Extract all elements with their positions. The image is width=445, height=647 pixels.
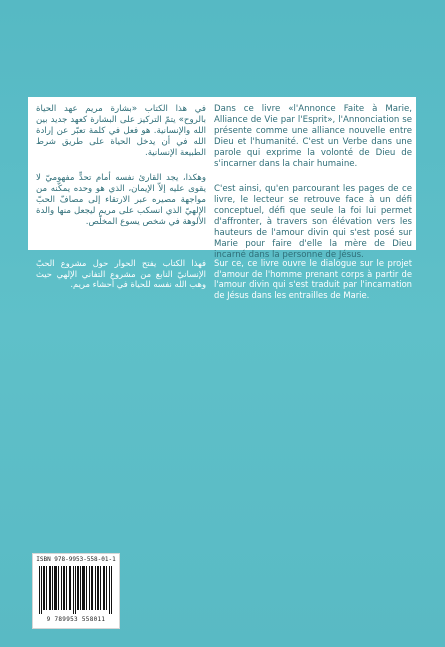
arabic-text-block-1 <box>36 104 206 228</box>
arabic-paragraph-1: في هذا الكتاب «بشارة مريم عهد الحياة بالروح» يتمّ التركيز على البشارة كعهد جديد بين الله والإنسانية. هو فعل في كلمة تعبّر عن إرادة الله في أن يدخل الحياة على طريق شرط الطبيعة الإنسانية. <box>36 104 206 158</box>
french-paragraph-2: C'est ainsi, qu'en parcourant les pages de ce livre, le lecteur se retrouve face à un défi conceptuel, défi que seule la foi lui permet d'affronter, à travers son élévation vers les hauteurs de l'amour divin qui s'est posé sur Marie pour faire d'elle la mère de Dieu incarné dans la personne de Jésus. <box>214 184 412 260</box>
isbn-digits: 9 789953 558011 <box>46 616 106 623</box>
arabic-paragraph-3: فهذا الكتاب يفتح الحوار حول مشروع الحبّ الإنسانيّ النابع من مشروع التفاني الإلهي حيث وهب الله نفسه للحياة في أحشاء مريم. <box>36 258 206 290</box>
french-paragraph-3: Sur ce, ce livre ouvre le dialogue sur le projet d'amour de l'homme prenant corps à partir de l'amour divin qui s'est traduit par l'incarnation de Jésus dans les entrailles de Marie. <box>214 258 412 300</box>
french-paragraph-1: Dans ce livre «l'Annonce Faite à Marie, Alliance de Vie par l'Esprit», l'Annonciation se présente comme une alliance nouvelle entre Dieu et l'humanité. C'est un Verbe dans une parole qui exprime la volonté de Dieu de s'incarner dans la chair humaine. <box>214 104 412 169</box>
french-text-block-2 <box>214 258 412 300</box>
barcode-bars-icon <box>39 566 113 614</box>
isbn-label: ISBN 978-9953-558-01-1 <box>36 556 116 563</box>
isbn-barcode <box>32 553 120 629</box>
arabic-paragraph-2: وهكذا، يجد القارئ نفسه أمام تحدٍّ مفهوميّ لا يقوى عليه إلاّ الإيمان، الذي هو وحده يمكّنه من مواجهة مصيره عبر الارتقاء إلى مصافّ الحبّ الإلهيّ الذي انسكب على مريم ليجعل منها والدة الألوهة في شخص يسوع المخلّص. <box>36 173 206 227</box>
french-text-block-1 <box>214 104 412 261</box>
arabic-text-block-2 <box>36 258 206 290</box>
